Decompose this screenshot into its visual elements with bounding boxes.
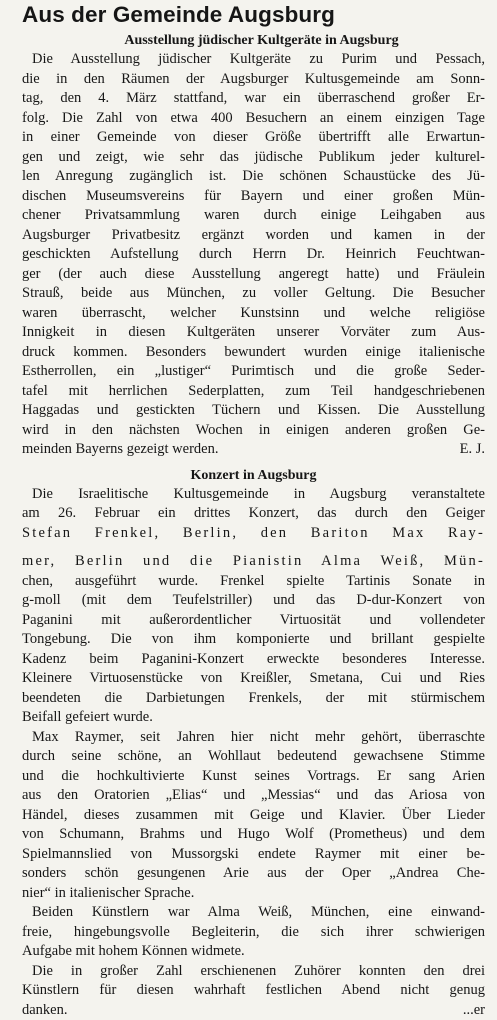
text-line: freie, hingebungsvolle Begleiterin, die sich ihrer schwierigen [22, 923, 485, 943]
text-line: g-moll (mit dem Teufelstriller) und das D-dur-Konzert von [22, 591, 485, 611]
text-line: die in den Räumen der Augsburger Kultusgemeinde am Sonn- [22, 70, 485, 90]
closing-line [22, 440, 485, 460]
text-line: Kadenz beim Paganini-Konzert erweckte besonderes Interesse. [22, 650, 485, 670]
text-line: chen, ausgeführt wurde. Frenkel spielte Tartinis Sonate in [22, 572, 485, 592]
text-line: meinden Bayerns gezeigt werden. [22, 440, 218, 460]
text-line: Estherrollen, ein „lustiger“ Purimtisch und die große Seder- [22, 362, 485, 382]
text-line: beendeten die Darbietungen Frenkels, der mit stürmischem [22, 689, 485, 709]
print-gap [22, 543, 485, 552]
article-body [22, 50, 485, 460]
page-headline: Aus der Gemeinde Augsburg [22, 0, 485, 30]
text-line: Innigkeit in diesen Kultgeräten unserer Vorväter zum Aus- [22, 323, 485, 343]
article-concert [22, 467, 485, 1020]
article-title: Konzert in Augsburg [22, 467, 485, 485]
text-line: tafel mit herrlichen Sederplatten, zum Teil handgeschriebenen [22, 382, 485, 402]
text-line: in einer Gemeinde von dieser Größe übertrifft alle Erwartun- [22, 128, 485, 148]
text-line: ger (der auch diese Ausstellung angeregt hatte) und Fräulein [22, 265, 485, 285]
text-line: druck kommen. Besonders bewundert wurden einige italienische [22, 343, 485, 363]
text-line: Beiden Künstlern war Alma Weiß, München, eine einwand- [22, 903, 485, 923]
text-line: len Anregung zugänglich ist. Die schönen Schaustücke des Jü- [22, 167, 485, 187]
text-line: Strauß, beide aus München, zu voller Geltung. Die Besucher [22, 284, 485, 304]
text-line: nier“ in italienischer Sprache. [22, 884, 485, 904]
text-line: mer, Berlin und die Pianistin Alma Weiß, Mün- [22, 552, 485, 572]
text-line: Tongebung. Die von ihm komponierte und brillant gespielte [22, 630, 485, 650]
text-line: von Schumann, Brahms und Hugo Wolf (Prometheus) und dem [22, 825, 485, 845]
text-line: danken. [22, 1001, 68, 1020]
text-line: Künstlern für diesen wahrhaft festlichen Abend nicht genug [22, 981, 485, 1001]
text-line: Haggadas und gestickten Tüchern und Kissen. Die Ausstellung [22, 401, 485, 421]
text-line: Paganini mit außerordentlicher Virtuosität und vollendeter [22, 611, 485, 631]
text-line: wird in den nächsten Wochen in einigen anderen großen Ge- [22, 421, 485, 441]
author-signature: E. J. [460, 440, 485, 460]
text-line: Die Israelitische Kultusgemeinde in Augsburg veranstaltete [22, 485, 485, 505]
author-signature: ...er [463, 1001, 485, 1020]
text-line: aus den Oratorien „Elias“ und „Messias“ und das Ariosa von [22, 786, 485, 806]
text-line: und die hochkultivierte Kunst seines Vortrags. Er sang Arien [22, 767, 485, 787]
article-exhibition [22, 32, 485, 460]
text-line: folg. Die Zahl von etwa 400 Besuchern an einem einzigen Tage [22, 109, 485, 129]
text-line: Augsburger Privatbesitz ergänzt worden und kamen in der [22, 226, 485, 246]
article-title: Ausstellung jüdischer Kultgeräte in Augsburg [22, 32, 485, 50]
text-line: dischen Museumsvereins für Bayern und einer großen Mün- [22, 187, 485, 207]
text-line: Die Ausstellung jüdischer Kultgeräte zu Purim und Pessach, [22, 50, 485, 70]
text-line: sonders schön gesungenen Arie aus der Oper „Andrea Che- [22, 864, 485, 884]
text-line: gen und zeigt, wie sehr das jüdische Publikum jeder kulturel- [22, 148, 485, 168]
text-line: Die in großer Zahl erschienenen Zuhörer konnten den drei [22, 962, 485, 982]
text-line: waren überrascht, welcher Kunstsinn und welche religiöse [22, 304, 485, 324]
article-body [22, 485, 485, 1020]
text-line: chener Privatsammlung waren durch einige Leihgaben aus [22, 206, 485, 226]
text-line: Max Raymer, seit Jahren hier nicht mehr gehört, überraschte [22, 728, 485, 748]
text-line: geschickten Aufstellung durch Herrn Dr. Heinrich Feuchtwan- [22, 245, 485, 265]
text-line: Stefan Frenkel, Berlin, den Bariton Max Ray- [22, 524, 485, 544]
text-line: Kleinere Virtuosenstücke von Kreißler, Smetana, Cui und Ries [22, 669, 485, 689]
text-line: Beifall gefeiert wurde. [22, 708, 485, 728]
text-line: Aufgabe mit hohem Können widmete. [22, 942, 485, 962]
text-line: durch seine schöne, an Wohllaut bedeutend gewachsene Stimme [22, 747, 485, 767]
text-line: am 26. Februar ein drittes Konzert, das durch den Geiger [22, 504, 485, 524]
text-line: Händel, dieses zusammen mit Geige und Klavier. Über Lieder [22, 806, 485, 826]
text-line: Spielmannslied von Mussorgski endete Raymer mit einer be- [22, 845, 485, 865]
text-line: tag, den 4. März stattfand, war ein überraschend großer Er- [22, 89, 485, 109]
closing-line [22, 1001, 485, 1020]
